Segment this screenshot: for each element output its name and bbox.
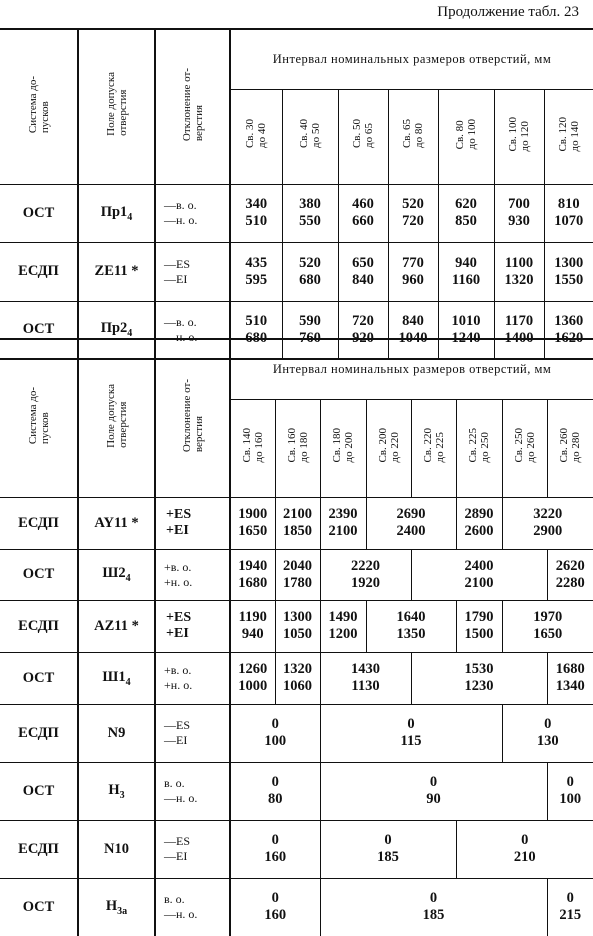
value-cell: 1790 1500 <box>456 600 502 652</box>
value-cell: 1490 1200 <box>320 600 366 652</box>
value-cell: 770 960 <box>388 242 438 301</box>
value-cell: 1300 1550 <box>554 254 584 288</box>
table-row <box>0 549 593 600</box>
value-cell: 2220 1920 <box>320 549 411 600</box>
system-cell: ОСТ <box>0 184 78 242</box>
value-cell: 0 80 <box>230 762 320 820</box>
deviation-cell: —в. о. —н. о. <box>155 184 230 242</box>
value-cell: 1360 1620 <box>554 312 584 346</box>
value-cell: 0 185 <box>320 820 456 878</box>
size-header: Св. 220 до 225 <box>411 399 456 497</box>
field-cell: ZE11 * <box>78 242 155 301</box>
system-cell: ЕСДП <box>0 497 78 549</box>
size-header: Св. 65 до 80 <box>388 89 438 184</box>
table-row <box>0 497 593 549</box>
value-cell: 1680 1340 <box>555 661 585 694</box>
table-row <box>0 652 593 704</box>
value-cell: 1640 1350 <box>366 600 456 652</box>
deviation-cell: —в. о. —н. о. <box>155 301 230 359</box>
header-deviation: Отклонение от- верстия <box>155 29 230 184</box>
value-cell: 720 920 <box>338 301 388 359</box>
header-deviation: Отклонение от- верстия <box>155 339 230 497</box>
size-header: Св. 120 до 140 <box>556 116 581 152</box>
value-cell: 435 595 <box>230 242 282 301</box>
value-cell: 620 850 <box>438 184 494 242</box>
value-cell: 840 1040 <box>388 301 438 359</box>
value-cell: 2620 2280 <box>555 557 585 591</box>
value-cell: 650 840 <box>338 242 388 301</box>
header-system: Система до- пусков <box>0 339 78 497</box>
value-cell: 520 680 <box>282 242 338 301</box>
deviation-cell: +ES +EI <box>155 600 230 652</box>
value-cell: 2890 2600 <box>456 497 502 549</box>
header-field: Поле допуска отверстия <box>78 339 155 497</box>
page-title: Продолжение табл. 23 <box>437 4 579 20</box>
field-cell: $Н_3$ <box>78 762 155 820</box>
value-cell: 1430 1130 <box>320 652 411 704</box>
field-cell: $Пр2_4$ <box>78 301 155 359</box>
header-interval: Интервал номинальных размеров отверстий, мм <box>230 339 593 399</box>
size-header: Св. 180 до 200 <box>320 399 366 497</box>
size-header: Св. 30 до 40 <box>230 89 282 184</box>
value-cell: 940 1160 <box>438 242 494 301</box>
field-cell: $Ш2_4$ <box>78 549 155 600</box>
size-header: Св. 80 до 100 <box>438 89 494 184</box>
value-cell: 0 100 <box>559 774 582 807</box>
field-cell: AZ11 * <box>78 600 155 652</box>
size-header: Св. 250 до 260 <box>502 399 547 497</box>
system-cell: ОСТ <box>0 878 78 936</box>
tolerance-table-2 <box>0 338 593 936</box>
table-row <box>0 704 593 762</box>
table-row <box>0 184 593 242</box>
deviation-cell: в. о. —н. о. <box>155 762 230 820</box>
value-cell: 1170 1400 <box>494 301 544 359</box>
value-cell: 2690 2400 <box>366 497 456 549</box>
value-cell: 1970 1650 <box>533 609 563 642</box>
value-cell: 1320 1060 <box>275 652 320 704</box>
value-cell: 1900 1650 <box>230 497 275 549</box>
value-cell: 340 510 <box>230 184 282 242</box>
system-cell: ОСТ <box>0 549 78 600</box>
system-cell: ЕСДП <box>0 600 78 652</box>
field-cell: $Н_{3а}$ <box>78 878 155 936</box>
value-cell: 1940 1680 <box>230 549 275 600</box>
table-row <box>0 762 593 820</box>
size-header: Св. 225 до 250 <box>456 399 502 497</box>
value-cell: 1190 940 <box>230 600 275 652</box>
size-header: Св. 140 до 160 <box>230 399 275 497</box>
field-cell: $Ш1_4$ <box>78 652 155 704</box>
value-cell: 0 210 <box>513 832 536 865</box>
header-field: Поле допуска отверстия <box>78 29 155 184</box>
size-header: Св. 160 до 180 <box>275 399 320 497</box>
field-cell: AY11 * <box>78 497 155 549</box>
value-cell: 0 130 <box>536 716 559 749</box>
deviation-cell: —ES —EI <box>155 820 230 878</box>
field-cell: N9 <box>78 704 155 762</box>
value-cell: 1010 1240 <box>438 301 494 359</box>
value-cell: 0 90 <box>320 762 547 820</box>
header-system: Система до- пусков <box>0 29 78 184</box>
value-cell: 0 115 <box>320 704 502 762</box>
value-cell: 1100 1320 <box>494 242 544 301</box>
tolerance-table-1 <box>0 28 593 360</box>
value-cell: 3220 2900 <box>533 506 563 539</box>
value-cell: 380 550 <box>282 184 338 242</box>
header-interval: Интервал номинальных размеров отверстий, мм <box>230 29 593 89</box>
value-cell: 2100 1850 <box>275 497 320 549</box>
system-cell: ЕСДП <box>0 820 78 878</box>
field-cell: $Пр1_4$ <box>78 184 155 242</box>
size-header: Св. 50 до 65 <box>338 89 388 184</box>
value-cell: 510 680 <box>230 301 282 359</box>
deviation-cell: +в. о. +н. о. <box>155 549 230 600</box>
table-row <box>0 600 593 652</box>
value-cell: 1530 1230 <box>411 652 547 704</box>
value-cell: 0 215 <box>559 890 582 924</box>
value-cell: 590 760 <box>282 301 338 359</box>
value-cell: 2390 2100 <box>320 497 366 549</box>
value-cell: 2400 2100 <box>411 549 547 600</box>
size-header: Св. 200 до 220 <box>366 399 411 497</box>
table-row <box>0 878 593 936</box>
table-row <box>0 242 593 301</box>
deviation-cell: +в. о. +н. о. <box>155 652 230 704</box>
value-cell: 0 100 <box>230 704 320 762</box>
value-cell: 810 1070 <box>554 196 584 229</box>
value-cell: 1300 1050 <box>275 600 320 652</box>
system-cell: ОСТ <box>0 652 78 704</box>
system-cell: ЕСДП <box>0 704 78 762</box>
value-cell: 520 720 <box>388 184 438 242</box>
deviation-cell: +ES +EI <box>155 497 230 549</box>
system-cell: ОСТ <box>0 301 78 359</box>
size-header: Св. 40 до 50 <box>282 89 338 184</box>
value-cell: 700 930 <box>494 184 544 242</box>
table-row <box>0 820 593 878</box>
deviation-cell: —ES —EI <box>155 704 230 762</box>
system-cell: ОСТ <box>0 762 78 820</box>
value-cell: 0 160 <box>230 878 320 936</box>
value-cell: 0 185 <box>320 878 547 936</box>
value-cell: 0 160 <box>230 820 320 878</box>
value-cell: 460 660 <box>338 184 388 242</box>
value-cell: 2040 1780 <box>275 549 320 600</box>
size-header: Св. 100 до 120 <box>494 89 544 184</box>
system-cell: ЕСДП <box>0 242 78 301</box>
deviation-cell: —ES —EI <box>155 242 230 301</box>
field-cell: N10 <box>78 820 155 878</box>
value-cell: 1260 1000 <box>230 652 275 704</box>
size-header: Св. 260 до 280 <box>558 428 583 463</box>
deviation-cell: в. о. —н. о. <box>155 878 230 936</box>
